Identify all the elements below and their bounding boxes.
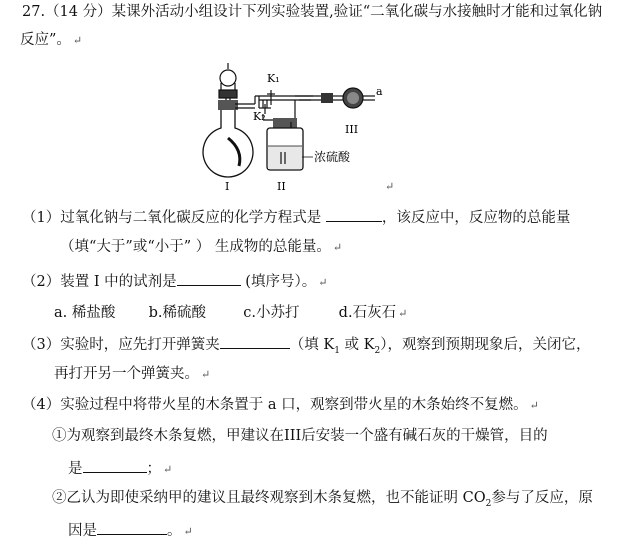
label-conc-sulfuric-acid: 浓硫酸 [314, 150, 351, 164]
q2-blank-reagent[interactable] [177, 271, 241, 286]
q4-line1: （4）实验过程中将带火星的木条置于 a 口，观察到带火星的木条始终不复燃。 ↵ [22, 397, 539, 413]
figure-return-mark: ↵ [385, 180, 395, 193]
question-header-line1: 27.（14 分）某课外活动小组设计下列实验装置,验证“二氧化碳与水接触时才能和过氧化钠 [22, 4, 603, 20]
q3-line1: （3）实验时，应先打开弹簧夹 （填 $K_1$ 或 $K_2$），观察到预期现象后，关闭它， [22, 334, 590, 360]
q3-blank-clamp[interactable] [220, 334, 290, 349]
tube-to-III [295, 96, 323, 100]
q2-option-d[interactable]: d.石灰石 [338, 305, 397, 321]
q1-line2: （填“大于”或“小于” ） 生成物的总能量。 ↵ [60, 239, 343, 255]
label-K1: K₁ [267, 72, 280, 85]
q4-sub1-line1: ①为观察到最终木条复燃，甲建议在III后安装一个盛有碱石灰的干燥管，目的 [52, 428, 548, 444]
round-bottom-flask-I [203, 110, 253, 177]
q2-option-b[interactable]: b.稀硫酸 [148, 305, 206, 321]
bottle-II-stopper [273, 118, 297, 128]
clamp-K1 [267, 90, 275, 105]
q4-sub2-line2: 因是 。 ↵ [68, 520, 193, 541]
q4-blank-purpose[interactable] [83, 458, 147, 473]
return-mark: ↵ [72, 34, 83, 47]
connecting-tube [235, 96, 313, 108]
q1-blank-equation[interactable] [326, 207, 382, 222]
q2-option-c[interactable]: c.小苏打 [243, 305, 300, 321]
drying-tube-III [333, 88, 375, 108]
label-II: II [277, 180, 286, 193]
question-header-line2: 反应”。 ↵ [20, 32, 83, 48]
label-I: I [225, 180, 230, 193]
q2-option-a[interactable]: a. 稀盐酸 [54, 305, 116, 321]
label-III: III [345, 123, 359, 136]
rubber-connector [321, 93, 333, 103]
q2-line1: （2）装置 I 中的试剂是 (填序号）。 ↵ [22, 271, 327, 292]
apparatus-figure [195, 60, 415, 200]
q2-options: a. 稀盐酸 b.稀硫酸 c.小苏打 d.石灰石 ↵ [54, 305, 408, 321]
label-outlet-a: a [376, 85, 383, 98]
q3-line2: 再打开另一个弹簧夹。 ↵ [54, 366, 211, 382]
q4-sub1-line2: 是 ； ↵ [68, 458, 172, 479]
q4-sub2-line1: ②乙认为即使采纳甲的建议且最终观察到木条复燃，也不能证明 $CO_2$参与了反应，原 [52, 490, 593, 509]
q4-blank-reason[interactable] [97, 520, 167, 535]
label-K2: K₂ [253, 110, 266, 123]
q1-line1: （1）过氧化钠与二氧化碳反应的化学方程式是 ，该反应中，反应物的总能量 [22, 207, 570, 227]
